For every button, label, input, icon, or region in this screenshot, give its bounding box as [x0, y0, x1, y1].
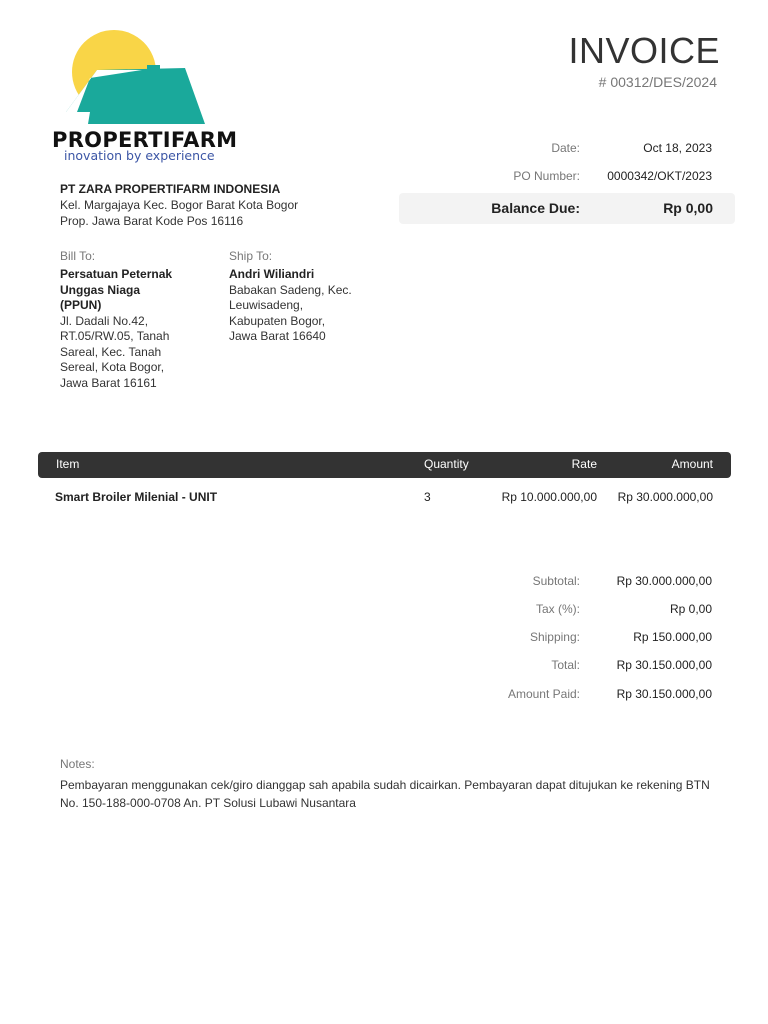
bill-to-name-line: Unggas Niaga: [60, 282, 141, 297]
bill-to-address-line: Sereal, Kota Bogor,: [60, 360, 165, 374]
po-number-value: 0000342/OKT/2023: [607, 169, 712, 183]
shipping-value: Rp 150.000,00: [633, 630, 712, 644]
ship-to-address-line: Leuwisadeng,: [229, 298, 304, 312]
amount-paid-label: Amount Paid:: [507, 687, 580, 701]
invoice-number: # 00312/DES/2024: [598, 74, 717, 90]
company-address-line2: Prop. Jawa Barat Kode Pos 16116: [60, 214, 244, 228]
ship-to-label: Ship To:: [229, 249, 273, 263]
brand-tagline: inovation by experience: [64, 148, 215, 163]
row-item-name: Smart Broiler Milenial - UNIT: [55, 490, 218, 504]
bill-to-address-line: RT.05/RW.05, Tanah: [60, 329, 170, 343]
ship-to-name: Andri Wiliandri: [229, 267, 315, 281]
logo-chimney: [147, 65, 160, 95]
row-amount: Rp 30.000.000,00: [617, 490, 713, 504]
ship-to-address-line: Kabupaten Bogor,: [229, 313, 326, 328]
column-header-rate: Rate: [571, 457, 597, 471]
invoice-title: INVOICE: [568, 30, 720, 71]
ship-to-section: [229, 249, 352, 345]
column-header-item: Item: [56, 457, 80, 471]
bill-to-name-line: Persatuan Peternak: [60, 267, 173, 281]
brand-name: PROPERTIFARM: [52, 128, 238, 152]
column-header-quantity: Quantity: [424, 457, 469, 471]
po-number-label: PO Number:: [513, 169, 580, 183]
ship-to-address-line: Jawa Barat 16640: [229, 329, 326, 343]
subtotal-value: Rp 30.000.000,00: [616, 574, 712, 588]
date-label: Date:: [551, 141, 580, 155]
ship-to-address-line: Babakan Sadeng, Kec.: [229, 282, 352, 297]
bill-to-section: [60, 249, 172, 391]
bill-to-address-line: Jawa Barat 16161: [60, 375, 157, 390]
row-quantity: 3: [424, 490, 431, 504]
date-value: Oct 18, 2023: [643, 141, 712, 155]
company-address-line1: Kel. Margajaya Kec. Bogor Barat Kota Bogor: [60, 198, 299, 212]
balance-due-label: Balance Due:: [491, 200, 580, 216]
shipping-label: Shipping:: [529, 630, 580, 644]
total-label: Total:: [551, 658, 580, 672]
items-table-header: [38, 452, 731, 478]
bill-to-label: Bill To:: [60, 249, 96, 263]
row-rate: Rp 10.000.000,00: [501, 490, 597, 504]
notes-label: Notes:: [60, 757, 95, 771]
bill-to-address-line: Sareal, Kec. Tanah: [60, 344, 162, 359]
bill-to-name-line: (PPUN): [60, 298, 102, 312]
subtotal-label: Subtotal:: [532, 574, 580, 588]
balance-due-box: [399, 193, 735, 224]
tax-value: Rp 0,00: [669, 602, 712, 616]
company-name: PT ZARA PROPERTIFARM INDONESIA: [60, 182, 281, 196]
tax-label: Tax (%):: [535, 602, 580, 616]
amount-paid-value: Rp 30.150.000,00: [616, 687, 712, 701]
balance-due-value: Rp 0,00: [663, 200, 713, 216]
notes-text: Pembayaran menggunakan cek/giro dianggap sah apabila sudah dicairkan. Pembayaran dapat ditujukan ke rekening BTN No. 150-188-000-0708 An. PT Solusi Lubawi Nusantara: [60, 778, 710, 810]
column-header-amount: Amount: [671, 457, 713, 471]
bill-to-address-line: Jl. Dadali No.42,: [60, 313, 149, 328]
total-value: Rp 30.150.000,00: [616, 658, 712, 672]
